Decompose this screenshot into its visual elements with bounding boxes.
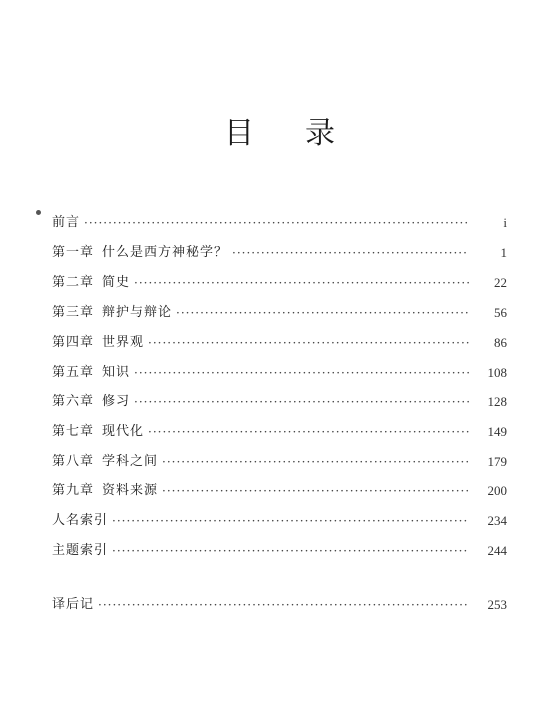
leader-dots xyxy=(232,244,469,262)
leader-dots xyxy=(112,542,469,560)
page-number: i xyxy=(503,215,507,230)
page-number: 200 xyxy=(487,483,507,498)
entry-title: 辩护与辩论 xyxy=(102,305,173,320)
entry-title: 知识 xyxy=(102,365,131,380)
page-number: 179 xyxy=(487,454,507,469)
entry-title: 修习 xyxy=(102,394,131,409)
toc-entry-chapter-2[interactable] xyxy=(52,270,507,292)
leader-dots xyxy=(148,423,469,441)
toc-entry-name-index[interactable] xyxy=(52,508,507,530)
toc-entry-preface[interactable] xyxy=(52,210,507,232)
toc-entry-chapter-6[interactable] xyxy=(52,389,507,411)
leader-dots xyxy=(148,334,469,352)
leader-dots xyxy=(176,304,469,322)
scan-mark xyxy=(36,210,41,215)
toc-entry-chapter-5[interactable] xyxy=(52,360,507,382)
chapter-label: 第七章 xyxy=(52,424,95,439)
toc-entry-chapter-3[interactable] xyxy=(52,300,507,322)
page-number: 1 xyxy=(500,245,507,260)
chapter-label: 第九章 xyxy=(52,483,95,498)
toc-entry-chapter-4[interactable] xyxy=(52,330,507,352)
toc-entry-chapter-9[interactable] xyxy=(52,478,507,500)
leader-dots xyxy=(98,596,469,614)
chapter-label: 第五章 xyxy=(52,365,95,380)
page-number: 108 xyxy=(487,365,507,380)
title-char-2: 录 xyxy=(305,116,335,151)
entry-title: 前言 xyxy=(52,215,81,230)
chapter-label: 第八章 xyxy=(52,454,95,469)
page-number: 56 xyxy=(494,305,507,320)
page-number: 22 xyxy=(494,275,507,290)
entry-title: 主题索引 xyxy=(52,543,109,558)
chapter-label: 第二章 xyxy=(52,275,95,290)
leader-dots xyxy=(162,453,469,471)
chapter-label: 第六章 xyxy=(52,394,95,409)
chapter-label: 第一章 xyxy=(52,245,95,260)
entry-title: 现代化 xyxy=(102,424,145,439)
leader-dots xyxy=(134,274,469,292)
toc-entry-chapter-1[interactable] xyxy=(52,240,507,262)
page-number: 234 xyxy=(487,513,507,528)
chapter-label: 第四章 xyxy=(52,335,95,350)
entry-title: 人名索引 xyxy=(52,513,109,528)
page-number: 149 xyxy=(487,424,507,439)
leader-dots xyxy=(134,364,469,382)
page-number: 86 xyxy=(494,335,507,350)
entry-title: 学科之间 xyxy=(102,454,159,469)
toc-entry-afterword[interactable] xyxy=(52,592,507,614)
page-number: 244 xyxy=(487,543,507,558)
leader-dots xyxy=(162,482,469,500)
entry-title: 简史 xyxy=(102,275,131,290)
page-number: 253 xyxy=(487,597,507,612)
toc-entry-subject-index[interactable] xyxy=(52,538,507,560)
title-char-1: 目 xyxy=(224,116,254,151)
chapter-label: 第三章 xyxy=(52,305,95,320)
entry-title: 资料来源 xyxy=(102,483,159,498)
page-title xyxy=(0,112,535,156)
page-number: 128 xyxy=(487,394,507,409)
entry-title: 译后记 xyxy=(52,597,95,612)
leader-dots xyxy=(134,393,469,411)
toc-entry-chapter-8[interactable] xyxy=(52,449,507,471)
entry-title: 世界观 xyxy=(102,335,145,350)
leader-dots xyxy=(112,512,469,530)
entry-title: 什么是西方神秘学？ xyxy=(102,245,229,260)
toc-entry-chapter-7[interactable] xyxy=(52,419,507,441)
leader-dots xyxy=(84,214,469,232)
